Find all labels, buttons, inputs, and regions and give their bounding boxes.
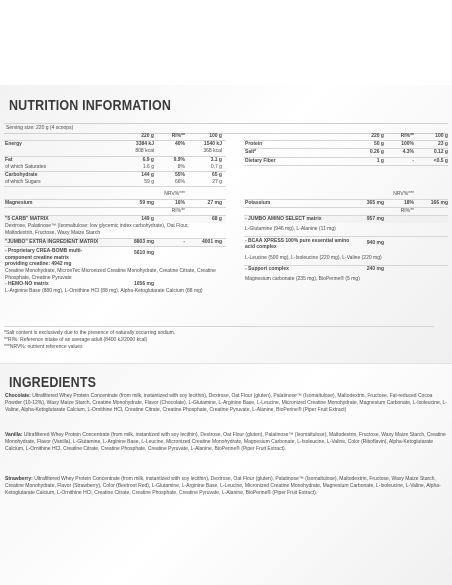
nutrition-left-column [4, 133, 226, 295]
table-row: of which Sugars 59 g 66% 27 g [4, 179, 226, 187]
ingredient-chocolate: Chocolate: Ultrafiltered Whey Protein Concentrate (from milk, instantized with soy lecithin), Dextrose, Oat Flour (gluten), Palatinose™ (Isomaltulose), Maltodextrin, Fructose, Fat-reduced Cocoa Powder (10-12%), Waxy Maize Starch, Creatine Monohydrate, Flavor (Chocolate), L-Glutamine, L-Arginine Base, L-Leucine, Micronized Creatine Monohydrate, Magnesium Carbonate, L-Isoleucine, L-Valine, Alpha-Ketoglutarate Calcium, L-Ornithine HCl, Creatine Citrate, Creatine Phosphate, Creatine Pyruvate, L-Alanine, BioPerine® (Piper Fruit Extract) [5, 393, 447, 414]
crea-bomb-text: Creatine Monohydrate, MicronTec Micronized Creatine Monohydrate, Creatine Citrate, Creatine Phosphate, Creatine Pyruvate [5, 268, 216, 281]
bcaa-text: L-Leucine (500 mg), L-Isoleucine (220 mg), L-Valine (220 mg) [245, 254, 382, 261]
table-row: Salt* 0.26 g 4.3% 0.12 g [244, 149, 448, 157]
ingredient-vanilla: Vanilla: Ultrafiltered Whey Protein Concentrate (from milk, instantized with soy lecithin), Dextrose, Oat Flour (gluten), Palatinose™ (Isomaltulose), Maltodextrin, Fructose, Waxy Maize Starch, Creatine Monohydrate, Flavor (Vanilla), L-Glutamine, L-Arginine Base, L-Leucine, Micronized Creatine Monohydrate, Magnesium Carbonate, L-Isoleucine, L-Valine, Color (Riboflavin), Alpha-Ketoglutarate Calcium, L-Ornithine HCl, Creatine Citrate, Creatine Phosphate, Creatine Pyruvate, L-Alanine, BioPerine® (Piper Fruit Extract). [5, 432, 446, 453]
ingredient-strawberry: Strawberry: Ultrafiltered Whey Protein Concentrate (from milk, instantized with soy lecithin), Dextrose, Oat Flour (gluten), Palatinose™ (Isomaltulose), Maltodextrin, Fructose, Waxy Maize Starch, Creatine Monohydrate, Flavor (Strawberry), Color (Beetroot Red), L-Glutamine, L-Arginine Base, L-Leucine, Micronized Creatine Monohydrate, Magnesium Carbonate, L-Isoleucine, L-Valine, Alpha-Ketoglutarate Calcium, L-Ornithine HCl, Creatine Citrate, Creatine Phosphate, Creatine Pyruvate, L-Alanine, BioPerine® (Piper Fruit Extract). [5, 476, 441, 497]
table-row: Carbohydrate 144 g 55% 65 g [5, 171, 222, 178]
ingredients-panel [0, 363, 452, 585]
nutrition-panel [0, 85, 452, 363]
carb-matrix-text: Dextrose, Palatinose™ (Isomaltulose: low glycemic index carbohydrate), Oat Flour, Maltodextrin, Fructose, Waxy Maize Starch [5, 223, 189, 236]
footnote: **RI%: Reference intake of an average adult (8400 kJ/2000 kcal) [4, 337, 148, 343]
ingredients-title: INGREDIENTS [9, 375, 97, 391]
table-row: Dietary Fiber 1 g - <0.5 g [244, 158, 448, 166]
table-row: Potassium 365 mg 18% 166 mg [244, 200, 448, 208]
table-row: Energy 3384 kJ 40% 1540 kJ [5, 141, 222, 148]
nrv-header: NRV%*** [244, 191, 448, 199]
crea-bomb-row: - Proprietary CREA-BOMB multi-component creatine matrix 5610 mg [4, 246, 226, 261]
nutrition-footnotes [4, 326, 434, 351]
nutrition-right-column [244, 133, 448, 283]
hemo-no-text: L-Arginine Base (880 mg), L-Ornithine HCl (88 mg), Alpha-Ketoglutarate Calcium (88 mg) [5, 288, 203, 295]
table-row: Magnesium 59 mg 16% 27 mg [4, 200, 226, 208]
footnote: *Salt content is exclusively due to the presence of naturally occurring sodium. [4, 330, 176, 336]
footnote: ***NRV%: nutrient reference values [4, 344, 83, 350]
nutrition-title: NUTRITION INFORMATION [9, 98, 172, 114]
support-text: Magnesium carbonate (235 mg), BioPerine® (5 mg) [245, 276, 360, 283]
nrv-header: NRV%*** [4, 191, 226, 199]
ri-header: RI%** [244, 208, 448, 216]
carb-matrix-row: "5 CARB" MATRIX 149 g 68 g [4, 216, 226, 223]
table-row: Fat 6.9 g 9.9% 3.1 g [5, 156, 222, 163]
amino-select-text: L-Glutamine (946 mg), L-Alanine (11 mg) [245, 226, 336, 233]
ri-header: RI%** [4, 208, 226, 216]
table-header: 220 g RI%** 100 g [244, 133, 448, 141]
bcaa-row: - BCAA XPRESS 100% pure essential amino acid complex 940 mg [244, 236, 448, 251]
table-row: 808 kcal 368 kcal [4, 148, 226, 156]
serving-size: Serving size: 220 g (4 scoops) [4, 123, 448, 134]
hemo-no-row: - HEMO-NO matrix 1056 mg [5, 281, 154, 288]
table-row: Protein 50 g 100% 23 g [244, 141, 448, 149]
jumbo-matrix-row: "JUMBO" EXTRA INGREDIENT MATRIX 8803 mg - 4001 mg [4, 238, 226, 246]
amino-select-row: - JUMBO AMINO SELECT matrix 957 mg [244, 216, 448, 223]
providing-creatine: providing creatine: 4942 mg [5, 261, 72, 268]
support-row: - Support complex 240 mg [244, 265, 448, 273]
table-row: of which Saturates 1.6 g 8% 0.7 g [4, 164, 226, 172]
table-header: 220 g RI%** 100 g [4, 133, 226, 141]
